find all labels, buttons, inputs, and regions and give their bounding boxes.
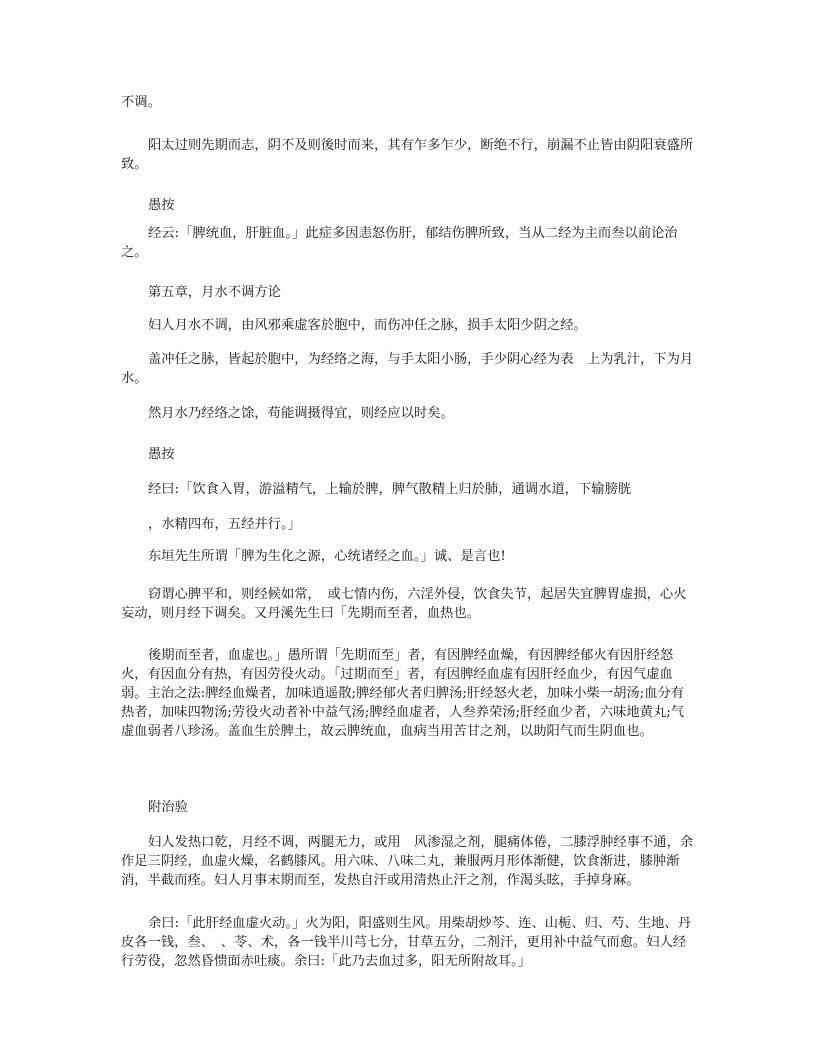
section-heading-cases: 附治验 (148, 800, 188, 815)
paragraph-1: 不调。 (121, 95, 161, 110)
paragraph-13: 余曰:「此肝经血虚火动。」火为阳，阳盛则生风。用柴胡炒芩、连、山栀、归、芍、生地、丹皮各一钱，叁、 、苓、术，各一钱半川芎七分，甘草五分，二剂汗，更用补中益气而愈。妇人经行劳役，忽然昏愦面赤吐痰。余曰:「此乃去血过多，阳无所附故耳。」 (121, 916, 692, 969)
paragraph-4: 妇人月水不调，由风邪乘虚客於胞中，而伤冲任之脉，损手太阳少阴之经。 (148, 318, 587, 333)
section-heading-note-2: 愚按 (148, 447, 175, 462)
section-heading-note: 愚按 (148, 198, 175, 213)
paragraph-9: 东垣先生所谓「脾为生化之源，心统诸经之血。」诚、是言也! (148, 549, 506, 564)
paragraph-11: 後期而至者，血虚也。」愚所谓「先期而至」者，有因脾经血燥，有因脾经郁火有因肝经怒火，有因血分有热，有因劳役火动。「过期而至」者，有因脾经血虚有因肝经血少，有因气虚血弱。主治之法:脾经血燥者，加味逍遥散;脾经郁火者归脾汤;肝经怒火老，加味小柴一胡汤;血分有热者，加味四物汤;劳役火动者补中益气汤;脾经血虚者，人叁养荣汤;肝经血少者，六味地黄丸;气虚血弱者八珍汤。盖血生於脾土，故云脾统血，血病当用苦甘之剂，以助阳气而生阴血也。 (121, 648, 685, 739)
paragraph-12: 妇人发热口乾，月经不调，两腿无力，或用 风渗湿之剂，腿痛体倦，二膝浮肿经事不通，余作足三阴经，血虚火燥，名鹤膝风。用六味、八味二丸，兼服两月形体渐健，饮食渐进，膝肿渐消，半截而痊。妇人月事末期而至，发热自汗或用清热止汗之剂，作渴头眩，手掉身麻。 (121, 835, 694, 888)
paragraph-3: 经云:「脾统血，肝脏血。」此症多因恚怒伤肝，郁结伤脾所致，当从二经为主而叁以前论治之。 (121, 226, 678, 260)
paragraph-2: 阳太过则先期而志，阴不及则後时而来，其有乍多乍少，断绝不行，崩漏不止皆由阴阳衰盛所致。 (121, 138, 694, 172)
chapter-heading: 第五章，月水不调方论 (148, 285, 281, 300)
paragraph-7: 经曰:「饮食入胃，游溢精气，上输於脾，脾气散精上归於肺，通调水道，下输膀胱 (148, 482, 632, 497)
paragraph-10: 窃谓心脾平和，则经候如常， 或七情内伤，六淫外侵，饮食失节，起居失宜脾胃虚损，心火妄动，则月经下调矣。又丹溪先生曰「先期而至者，血热也。 (121, 587, 687, 621)
paragraph-6: 然月水乃经络之馀，苟能调摄得宜，则经应以时矣。 (148, 406, 454, 421)
paragraph-8: ，水精四布，五经并行。」 (148, 517, 301, 532)
paragraph-5: 盖冲任之脉，皆起於胞中，为经络之海，与手太阳小肠，手少阴心经为表 上为乳汁，下为月水。 (121, 352, 694, 386)
